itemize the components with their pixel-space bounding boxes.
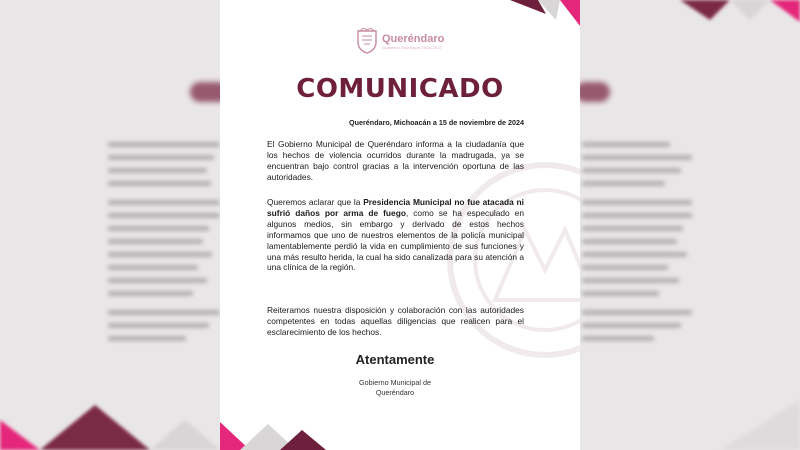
- page-title: COMUNICADO: [296, 74, 504, 104]
- signature-line-1: Gobierno Municipal de: [359, 378, 431, 387]
- paragraph-2-body: , como se ha especulado en algunos medios, sin embargo y derivado de estos hechos informamos que uno de nuestros elementos de la policía municipal lamentablemente perdió la vida en cumplimiento de sus funciones y una más resulto herida, la cual ha sido canalizada para su atención a una clínica de la región.: [267, 207, 524, 273]
- corner-decoration-top-right: [510, 0, 580, 28]
- corner-decoration-bottom-left: [220, 412, 330, 450]
- logo-tagline: Gobierno Municipal 2024-2027: [382, 44, 443, 50]
- bg-text-right: [582, 142, 692, 349]
- paragraph-2: [267, 197, 524, 273]
- bg-corner-top-right: [640, 0, 800, 40]
- shield-icon: [356, 28, 378, 54]
- paragraph-2-emphasis: Presidencia Municipal no fue atacada ni sufrió daños por arma de fuego: [267, 197, 524, 218]
- logo-name: Queréndaro: [382, 32, 445, 45]
- communique-document: [220, 0, 580, 450]
- bg-corner-bottom-right: [700, 390, 800, 450]
- closing-salutation: Atentamente: [355, 352, 435, 367]
- paragraph-1: El Gobierno Municipal de Queréndaro informa a la ciudadanía que los hechos de violencia ocurridos durante la madrugada, ya se encuentran bajo control gracias a la intervención oportuna de las autoridades.: [267, 139, 524, 182]
- municipal-logo: [356, 28, 444, 54]
- signature-block: [220, 378, 570, 398]
- bg-title-pill-right: [575, 82, 610, 102]
- bg-corner-bottom-left: [0, 395, 230, 450]
- signature-line-2: Queréndaro: [375, 388, 415, 397]
- bg-text-left: [108, 142, 220, 349]
- paragraph-2-intro: Queremos aclarar que la: [267, 197, 364, 207]
- paragraph-3: Reiteramos nuestra disposición y colaboración con las autoridades competentes en todas aquellas diligencias que realicen para el esclarecimiento de los hechos.: [267, 305, 524, 337]
- document-date: Queréndaro, Michoacán a 15 de noviembre de 2024: [349, 118, 524, 127]
